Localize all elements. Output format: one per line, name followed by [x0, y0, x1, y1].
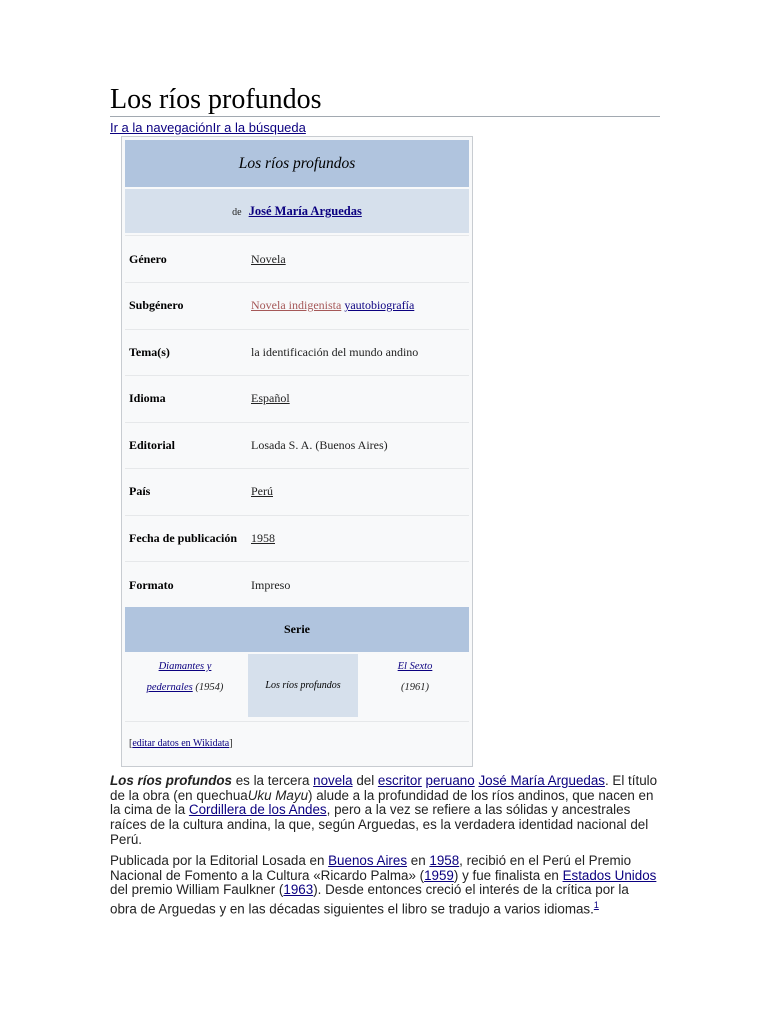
- serie-next: [360, 655, 470, 720]
- text: del: [352, 773, 378, 788]
- serie-current-cell: [248, 654, 358, 717]
- row-value-pais-link[interactable]: Perú: [251, 484, 273, 498]
- row-divider: [125, 282, 469, 283]
- autobiografia-link[interactable]: yautobiografía: [344, 298, 415, 312]
- wikidata-edit: [129, 738, 233, 749]
- page-title: Los ríos profundos: [110, 84, 322, 115]
- row-divider: [125, 329, 469, 330]
- text: es la tercera: [232, 773, 314, 788]
- row-value-temas: la identificación del mundo andino: [251, 345, 419, 359]
- text: . El título de la obra (en quechua: [110, 773, 658, 803]
- row-value-formato: Impreso: [251, 578, 291, 592]
- row-value-subgenero: [251, 298, 414, 313]
- author-link[interactable]: José María Arguedas: [248, 204, 362, 218]
- intro-paragraph: [110, 774, 658, 848]
- cordillera-link[interactable]: Cordillera de los Andes: [188, 802, 327, 818]
- edit-wikidata-link[interactable]: editar datos en Wikidata: [132, 738, 230, 749]
- escritor-link[interactable]: escritor: [377, 773, 422, 788]
- uku-mayu: Uku Mayu: [247, 787, 309, 803]
- row-label-genero: Género: [129, 252, 167, 266]
- serie-prev-link-line2[interactable]: pedernales: [146, 682, 193, 693]
- jump-to-navigation-link[interactable]: Ir a la navegación: [110, 120, 213, 135]
- serie-current: Los ríos profundos: [265, 680, 341, 691]
- text: del premio William Faulkner (: [110, 882, 284, 898]
- infobox: [121, 136, 473, 767]
- jump-to-search-link[interactable]: Ir a la búsqueda: [212, 120, 306, 135]
- row-label-editorial: Editorial: [129, 438, 176, 452]
- arguedas-link[interactable]: José María Arguedas: [478, 773, 605, 788]
- serie-prev-year: (1954): [195, 682, 224, 693]
- text: Publicada por la Editorial Losada en: [110, 853, 329, 868]
- row-label-temas: Tema(s): [129, 345, 170, 359]
- jump-links: [110, 120, 306, 135]
- text: ). Desde entonces creció el interés de la crítica por la obra de Arguedas y en las décadas siguientes el libro se tradujo a varios idiomas.: [110, 882, 629, 917]
- title-divider: [110, 116, 660, 117]
- author-prefix: de: [232, 207, 242, 218]
- row-value-genero-link[interactable]: Novela: [251, 252, 286, 266]
- peruano-link[interactable]: peruano: [425, 773, 475, 788]
- row-value-idioma-link[interactable]: Español: [251, 391, 290, 405]
- buenos-aires-link[interactable]: Buenos Aires: [328, 853, 408, 868]
- text: , recibió en el Perú el Premio Nacional de Fomento a la Cultura «Ricardo Palma» (: [110, 853, 632, 883]
- reference-link[interactable]: 1: [593, 900, 599, 911]
- row-label-subgenero: Subgénero: [129, 298, 184, 312]
- year-1959-link[interactable]: 1959: [424, 867, 454, 883]
- infobox-author-bar: [125, 189, 469, 233]
- publication-paragraph: [110, 854, 658, 917]
- row-label-idioma: Idioma: [129, 391, 166, 405]
- row-value-editorial: Losada S. A. (Buenos Aires): [251, 438, 388, 452]
- year-1963-link[interactable]: 1963: [283, 882, 314, 898]
- serie-prev: [125, 655, 245, 720]
- estados-unidos-link[interactable]: Estados Unidos: [562, 867, 657, 883]
- intro-bold-title: Los ríos profundos: [110, 773, 232, 788]
- row-divider: [125, 375, 469, 376]
- text: ) y fue finalista en: [453, 867, 563, 883]
- year-1958-link[interactable]: 1958: [429, 853, 460, 868]
- row-label-formato: Formato: [129, 578, 174, 592]
- novela-link[interactable]: novela: [313, 773, 353, 788]
- serie-header: Serie: [284, 622, 310, 636]
- infobox-title: Los ríos profundos: [238, 155, 356, 172]
- novela-indigenista-redlink[interactable]: Novela indigenista: [251, 298, 342, 312]
- serie-header-bar: [125, 607, 469, 652]
- serie-next-year: (1961): [401, 682, 429, 693]
- row-divider: [125, 468, 469, 469]
- bracket-open: [: [129, 738, 133, 749]
- serie-prev-link-line1[interactable]: Diamantes y: [158, 661, 212, 672]
- row-divider: [125, 721, 469, 722]
- text: en: [407, 853, 430, 868]
- row-divider: [125, 515, 469, 516]
- row-label-fecha: Fecha de publicación: [129, 531, 238, 545]
- infobox-title-bar: [125, 140, 469, 187]
- text: , pero a la vez se refiere a las sólidas y ancestrales raíces de la cultura andina, la que, según Arguedas, es la verdadera identidad nacional del Perú.: [110, 802, 649, 847]
- row-divider: [125, 561, 469, 562]
- row-divider: [125, 235, 469, 236]
- serie-next-link[interactable]: El Sexto: [397, 661, 433, 672]
- row-label-pais: País: [129, 484, 151, 498]
- row-divider: [125, 422, 469, 423]
- text: ) alude a la profundidad de los ríos andinos, que nacen en la cima de la: [110, 787, 654, 818]
- bracket-close: ]: [229, 738, 233, 749]
- row-value-fecha-link[interactable]: 1958: [251, 531, 275, 545]
